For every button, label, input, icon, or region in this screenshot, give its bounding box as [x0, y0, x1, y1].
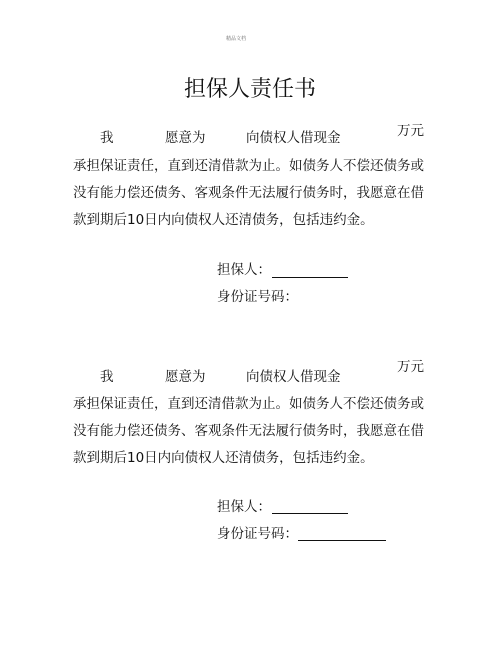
word-wo: 我 — [100, 369, 114, 385]
word-wanyuan: 万元 — [397, 359, 424, 375]
id-number-label: 身份证号码： — [217, 289, 298, 305]
word-willing: 愿意为 — [165, 369, 206, 385]
document-title: 担保人责任书 — [183, 77, 316, 102]
body-line-2: 承担保证责任，直到还清借款为止。如债务人不偿还债务或 — [73, 158, 424, 174]
word-willing: 愿意为 — [165, 130, 206, 146]
body-line-4: 款到期后10日内向债权人还清债务，包括违约金。 — [73, 212, 374, 228]
body-line-4: 款到期后10日内向债权人还清债务，包括违约金。 — [73, 450, 374, 466]
body-line-3: 没有能力偿还债务、客观条件无法履行债务时，我愿意在借 — [73, 185, 424, 201]
id-number-label: 身份证号码： — [217, 526, 298, 542]
word-borrow-cash: 向债权人借现金 — [246, 369, 341, 385]
id-number-line[interactable] — [298, 527, 386, 541]
word-borrow-cash: 向债权人借现金 — [246, 130, 341, 146]
watermark-text: 精品文档 — [226, 36, 247, 42]
guarantor-signature-line[interactable] — [272, 264, 348, 278]
guarantor-signature-line[interactable] — [272, 500, 348, 514]
word-wanyuan: 万元 — [397, 123, 424, 139]
guarantor-label: 担保人： — [217, 262, 271, 278]
body-line-3: 没有能力偿还债务、客观条件无法履行债务时，我愿意在借 — [73, 423, 424, 439]
word-wo: 我 — [100, 130, 114, 146]
body-line-2: 承担保证责任，直到还清借款为止。如债务人不偿还债务或 — [73, 396, 424, 412]
guarantor-label: 担保人： — [217, 499, 271, 515]
